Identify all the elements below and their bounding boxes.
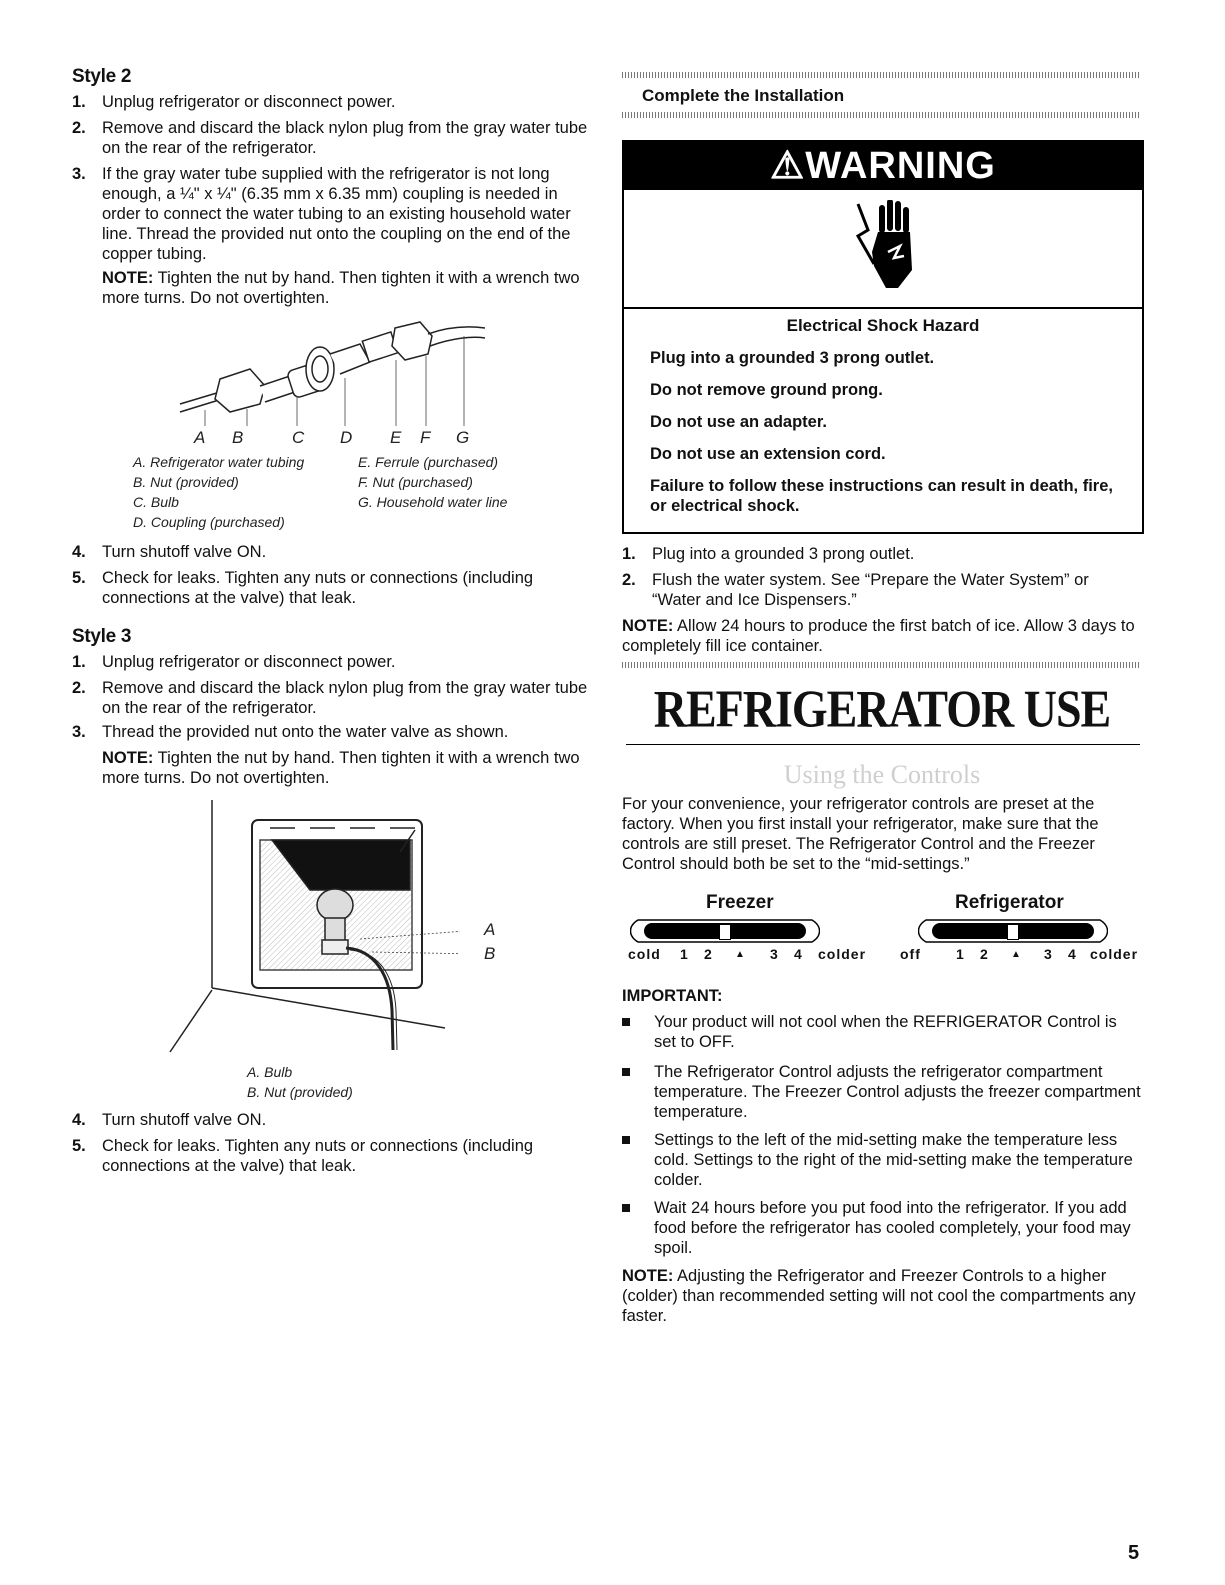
hazard-title: Electrical Shock Hazard (786, 316, 980, 335)
controls-intro: For your convenience, your refrigerator controls are preset at the factory. When you first install your refrigerator, make sure that the controls are still preset. The Refrigerator Control and the Freezer Control should both be set to the “mid-settings.” (622, 795, 1099, 873)
bullet-item: The Refrigerator Control adjusts the refrigerator compartment temperature. The Freezer Control adjusts the freezer compartment temperature. (622, 1062, 1142, 1122)
coupling-diagram (170, 314, 490, 449)
style2-step-4: 4. Turn shutoff valve ON. (72, 543, 267, 561)
section-title: REFRIGERATOR USE (653, 679, 1111, 738)
bullet-square-icon (622, 1136, 630, 1144)
warning-item: Plug into a grounded 3 prong outlet. (650, 349, 935, 367)
freezer-control-title: Freezer (706, 892, 774, 913)
style2-captions-right: E. Ferrule (purchased) F. Nut (purchased) G. Household water line (358, 454, 508, 510)
section-rule (626, 744, 1140, 745)
style2-captions-left: A. Refrigerator water tubing B. Nut (provided) C. Bulb D. Coupling (purchased) (133, 454, 305, 530)
style3-step-4: 4. Turn shutoff valve ON. (72, 1111, 267, 1129)
hatch-rule (622, 112, 1140, 118)
subsection-title: Using the Controls (783, 760, 981, 789)
install-step-2: 2. Flush the water system. See “Prepare the Water System” or “Water and Ice Dispensers.” (622, 571, 1089, 609)
bullet-item: Wait 24 hours before you put food into the refrigerator. If you add food before the refrigerator has cooled completely, your food may spoil. (622, 1198, 1142, 1258)
page-number: 5 (1128, 1542, 1140, 1564)
style2-step-2: 2. Remove and discard the black nylon plug from the gray water tube on the rear of the refrigerator. (72, 119, 588, 157)
warning-item: Failure to follow these instructions can result in death, fire, or electrical shock. (650, 477, 1113, 515)
style2-note: NOTE: Tighten the nut by hand. Then tighten it with a wrench two more turns. Do not overtighten. (102, 269, 580, 307)
style3-letter-a: A (484, 920, 496, 939)
style3-step-1: 1. Unplug refrigerator or disconnect power. (72, 653, 396, 671)
style3-step-3: 3. Thread the provided nut onto the water valve as shown. (72, 723, 509, 741)
install-step-1: 1. Plug into a grounded 3 prong outlet. (622, 545, 915, 563)
style2-step-5: 5. Check for leaks. Tighten any nuts or connections (including connections at the valve) that leak. (72, 569, 534, 607)
warning-divider (624, 307, 1142, 309)
bullet-item: Your product will not cool when the REFRIGERATOR Control is set to OFF. (622, 1012, 1142, 1052)
hatch-rule (622, 662, 1140, 668)
complete-installation-heading: Complete the Installation (642, 86, 845, 105)
electric-shock-hand-icon (852, 200, 922, 300)
style3-step-2: 2. Remove and discard the black nylon plug from the gray water tube on the rear of the refrigerator. (72, 679, 588, 717)
freezer-slider-knob[interactable] (719, 924, 731, 940)
final-note: NOTE: Adjusting the Refrigerator and Freezer Controls to a higher (colder) than recommended setting will not cool the compartments any faster. (622, 1267, 1136, 1325)
bullet-square-icon (622, 1068, 630, 1076)
install-note: NOTE: Allow 24 hours to produce the first batch of ice. Allow 3 days to completely fill ice container. (622, 617, 1135, 655)
hatch-rule (622, 72, 1140, 78)
style3-heading: Style 3 (72, 626, 132, 647)
refrigerator-control-title: Refrigerator (955, 892, 1064, 913)
bullet-square-icon (622, 1204, 630, 1212)
style2-step-3: 3. If the gray water tube supplied with the refrigerator is not long enough, a ¼" x ¼" (6.35 mm x 6.35 mm) coupling is needed in order to connect the water tubing to an existing household water line. Thread the provided nut onto the coupling on the end of the copper tubing. (72, 165, 571, 263)
style2-step-1: 1. Unplug refrigerator or disconnect power. (72, 93, 396, 111)
style2-heading: Style 2 (72, 66, 132, 87)
warning-item: Do not remove ground prong. (650, 381, 883, 399)
important-label: IMPORTANT: (622, 987, 723, 1005)
water-valve-diagram (160, 800, 460, 1060)
freezer-scale: cold 1 2 ▲ 3 4 colder (628, 946, 867, 962)
refrigerator-slider[interactable] (918, 918, 1108, 944)
warning-header: ⚠WARNING (624, 142, 1142, 190)
style3-letter-b: B (484, 944, 496, 963)
style3-captions: A. Bulb B. Nut (provided) (247, 1064, 353, 1100)
style3-step-5: 5. Check for leaks. Tighten any nuts or connections (including connections at the valve) that leak. (72, 1137, 534, 1175)
freezer-slider[interactable] (630, 918, 820, 944)
style3-note: NOTE: Tighten the nut by hand. Then tighten it with a wrench two more turns. Do not overtighten. (102, 749, 580, 787)
refrigerator-slider-knob[interactable] (1007, 924, 1019, 940)
bullet-item: Settings to the left of the mid-setting make the temperature less cold. Settings to the right of the mid-setting make the temperature colder. (622, 1130, 1142, 1190)
warning-item: Do not use an extension cord. (650, 445, 886, 463)
warning-box (622, 140, 1144, 534)
refrigerator-scale: off 1 2 ▲ 3 4 colder (900, 946, 1139, 962)
bullet-square-icon (622, 1018, 630, 1026)
warning-item: Do not use an adapter. (650, 413, 827, 431)
